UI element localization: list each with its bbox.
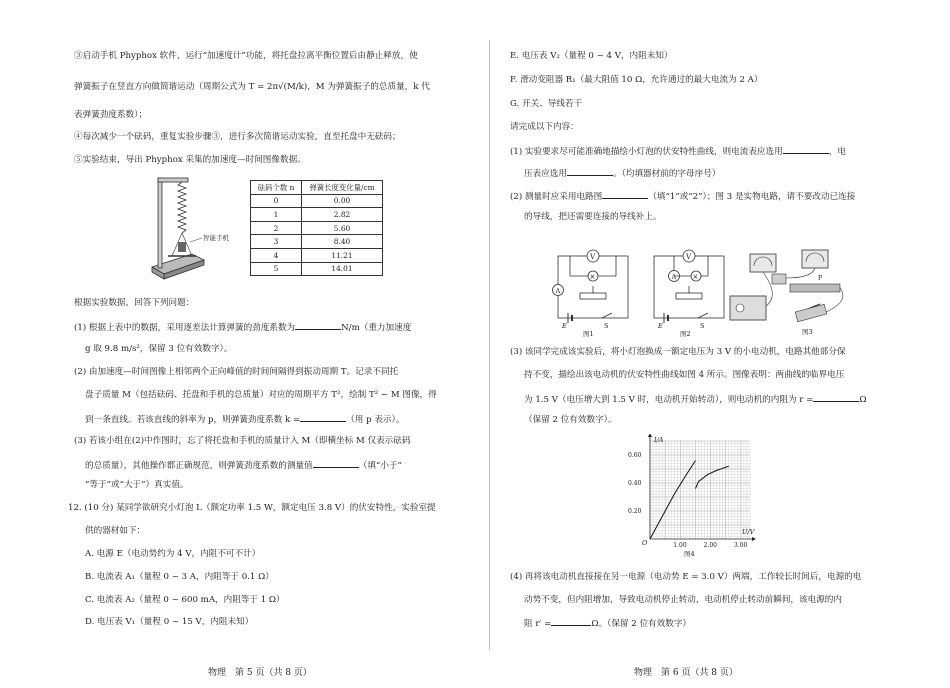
equipment-item: D. 电压表 V₁（量程 0 ~ 15 V，内阻未知） (85, 617, 254, 627)
table-row (251, 262, 383, 276)
q2-text-tail: （用 p 表示）。 (346, 415, 405, 425)
r4-text: 阻 r′ = (524, 619, 552, 629)
q2-text: 到一条直线。若该直线的斜率为 p，则弹簧劲度系数 k = (85, 415, 301, 425)
step-3-line-1: ③启动手机 Phyphox 软件，运行“加速度计”功能，将托盘拉离平衡位置后由静止释放，使 (74, 51, 418, 61)
table-row (251, 235, 383, 249)
x-tick-label: 1.00 (673, 542, 687, 549)
table-cell: 8.40 (302, 235, 383, 249)
svg-text:V: V (590, 253, 596, 261)
q2-answer-blank[interactable] (300, 413, 346, 422)
figure-label-phone: 智能手机 (203, 234, 229, 242)
y-tick-label: 0.40 (628, 480, 642, 487)
equipment-item: B. 电流表 A₁（量程 0 ~ 3 A，内阻等于 0.1 Ω） (85, 572, 274, 582)
equipment-item: F. 滑动变阻器 R₁（最大阻值 10 Ω，允许通过的最大电流为 2 A） (510, 75, 763, 85)
table-header: 砝码个数 n (251, 181, 302, 195)
svg-text:×: × (589, 273, 596, 281)
figure-caption-2: 图2 (680, 330, 691, 338)
equipment-item: C. 电流表 A₂（量程 0 ~ 600 mA，内阻等于 1 Ω） (85, 595, 285, 605)
y-axis-label: I/A (654, 436, 664, 444)
chart-grid (650, 441, 750, 539)
origin-label: O (642, 539, 648, 547)
circuit-figure-3 (730, 250, 843, 336)
r-question-4-line-1: (4) 再将该电动机直接接在另一电源（电动势 E = 3.0 V）两端，工作较长时间后，电源的电 (510, 572, 862, 582)
iv-characteristic-chart (620, 434, 760, 558)
table-cell: 2.82 (302, 208, 383, 222)
table-header-row (251, 181, 383, 195)
q3-text: 的总质量），其他操作都正确规范，则弹簧劲度系数的测量值 (85, 461, 313, 471)
question-1-line-2: g 取 9.8 m/s²，保留 3 位有效数字）。 (85, 344, 233, 354)
table-cell: 4 (251, 248, 302, 262)
table-cell: 5.60 (302, 221, 383, 235)
q3-answer-blank[interactable] (313, 459, 359, 468)
resistance-answer-blank[interactable] (813, 393, 859, 402)
r1-text-tail: ，电 (828, 147, 846, 157)
step-3-line-3: 表弹簧劲度系数）； (74, 110, 148, 120)
r-question-3-line-4: （保留 2 位有效数字）。 (524, 415, 617, 425)
table-row (251, 208, 383, 222)
r-question-4-line-3 (524, 617, 691, 630)
r-question-1-line-2 (524, 167, 720, 180)
y-tick-label: 0.20 (628, 508, 642, 515)
r-question-3-line-2: 持不变，描绘出该电动机的伏安特性曲线如图 4 所示。图像表明：两曲线的临界电压 (524, 370, 845, 380)
svg-text:S: S (700, 322, 705, 330)
r2-text: (2) 测量时应采用电路图 (510, 192, 603, 202)
page-footer-right: 物理 第 6 页（共 8 页） (634, 668, 738, 678)
equipment-item: G. 开关、导线若干 (510, 99, 583, 109)
question-2-line-2: 盘子质量 M（包括砝码、托盘和手机的总质量）对应的周期平方 T²，绘制 T² − M 图像，得 (85, 390, 437, 400)
table-row (251, 248, 383, 262)
r-question-4-line-2: 动势不变，但内阻增加，导致电动机停止转动，电动机停止转动前瞬间，该电源的内 (524, 595, 842, 605)
answer-prompt: 根据实验数据，回答下列问题： (74, 298, 195, 308)
circuit-figure-2 (654, 250, 724, 338)
circuit-figure-1 (553, 250, 629, 338)
circuit-figures (550, 246, 850, 338)
table-row (251, 221, 383, 235)
x-tick-label: 3.00 (733, 542, 748, 549)
table-cell: 0 (251, 194, 302, 208)
step-3-line-2: 弹簧振子在竖直方向做简谐运动（周期公式为 T = 2π√(M/k)，M 为弹簧振子的总质量，k 代 (74, 82, 430, 92)
table-cell: 2 (251, 221, 302, 235)
x-axis-label: U/V (742, 528, 755, 536)
instructions: 请完成以下内容： (510, 122, 579, 132)
figure-caption-4: 图4 (684, 550, 695, 558)
svg-text:V: V (686, 253, 692, 261)
r1-text: (1) 实验要求尽可能准确地描绘小灯泡的伏安特性曲线，则电流表应选用 (510, 147, 783, 157)
step-5: ⑤实验结束，导出 Phyphox 采集的加速度—时间图像数据。 (74, 155, 306, 165)
question-2-line-3 (85, 413, 404, 426)
r-question-2-line-1 (510, 190, 855, 203)
r-question-1-line-1 (510, 145, 846, 158)
svg-text:S: S (604, 322, 609, 330)
step-4: ④每次减少一个砝码，重复实验步骤③，进行多次简谐运动实验，直至托盘中无砝码； (74, 132, 401, 142)
q1-text-tail: N/m（重力加速度 (341, 323, 412, 333)
x-tick-label: 2.00 (703, 542, 717, 549)
table-row (251, 194, 383, 208)
figure-caption-1: 图1 (583, 330, 594, 338)
table-cell: 3 (251, 235, 302, 249)
equipment-item: A. 电源 E（电动势约为 4 V，内阻不可不计） (85, 549, 261, 559)
q1-answer-blank[interactable] (295, 321, 341, 330)
spring-data-table (250, 180, 383, 276)
question-2-line-1: (2) 由加速度—时间图像上相邻两个正向峰值的时间间隔得到振动周期 T。记录不同托 (74, 367, 399, 377)
r4-text-tail: Ω。（保留 2 位有效数字） (591, 619, 692, 629)
question-3-line-1: (3) 若该小组在(2)中作图时，忘了将托盘和手机的质量计入 M（即横坐标 M 仅表示砝码 (74, 436, 411, 446)
r1-text-2-tail: 。（均填器材前的字母序号） (612, 169, 721, 179)
q3-text-tail: （填“小于” (358, 461, 402, 471)
page-divider (489, 40, 490, 650)
svg-text:E: E (562, 322, 567, 330)
voltmeter-answer-blank[interactable] (567, 167, 613, 176)
q1-text: (1) 根据上表中的数据，采用逐差法计算弹簧的劲度系数为 (74, 323, 296, 333)
r-question-2-line-2: 的导线，把还需要连接的导线补上。 (524, 212, 662, 222)
table-cell: 11.21 (302, 248, 383, 262)
r3-text: 为 1.5 V（电压增大到 1.5 V 时，电动机开始转动），则电动机的内阻为 r = (524, 395, 814, 405)
svg-text:E: E (658, 322, 663, 330)
question-3-line-2 (85, 459, 402, 472)
question-1-line-1 (74, 321, 411, 334)
question-3-line-3: “等于”或“大于”）真实值。 (85, 480, 189, 490)
table-cell: 5 (251, 262, 302, 276)
table-cell: 0.00 (302, 194, 383, 208)
svg-text:P: P (818, 275, 823, 282)
internal-resistance-answer-blank[interactable] (551, 617, 591, 626)
r1-text-2: 压表应选用 (524, 169, 567, 179)
svg-text:A: A (555, 287, 561, 295)
table-header: 弹簧长度变化量/cm (302, 181, 383, 195)
circuit-answer-blank[interactable] (602, 190, 648, 199)
y-tick-label: 0.60 (628, 452, 642, 459)
svg-text:×: × (692, 273, 699, 281)
page-footer-left: 物理 第 5 页（共 8 页） (208, 668, 312, 678)
svg-text:A: A (671, 273, 677, 281)
figure-caption-3: 图3 (802, 328, 813, 336)
table-cell: 14.01 (302, 262, 383, 276)
ammeter-answer-blank[interactable] (783, 145, 829, 154)
problem-12-line-1: 12. (10 分) 某同学欲研究小灯泡 L（额定功率 1.5 W，额定电压 3.8 V）的伏安特性，实验室提 (68, 503, 436, 513)
table-cell: 1 (251, 208, 302, 222)
r-question-3-line-1: (3) 该同学完成该实验后，将小灯泡换成一额定电压为 3 V 的小电动机，电路其他部分保 (510, 347, 846, 357)
equipment-item: E. 电压表 V₂（量程 0 ~ 4 V，内阻未知） (510, 51, 673, 61)
problem-12-line-2: 供的器材如下： (85, 526, 146, 536)
r2-text-tail: （填“1”或“2”）；图 3 是实物电路，请不要改动已连接 (648, 192, 856, 202)
r-question-3-line-3 (524, 393, 866, 406)
r3-unit: Ω (859, 395, 867, 405)
